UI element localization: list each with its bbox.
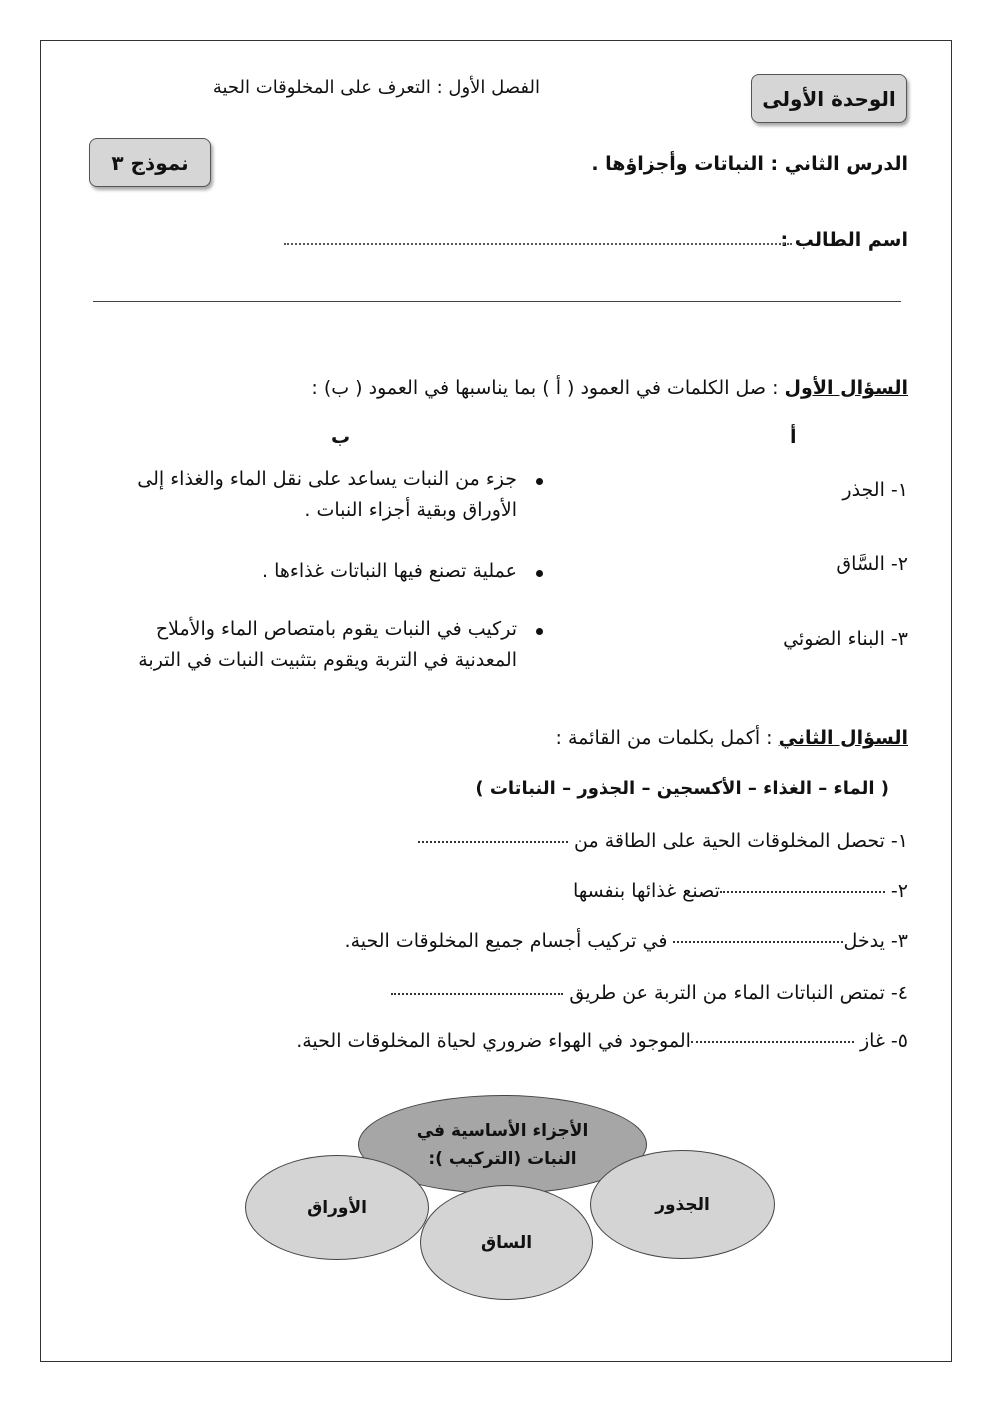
match-a-item-2[interactable]: ٢- السَّاق	[836, 553, 908, 575]
chapter-title: الفصل الأول : التعرف على المخلوقات الحية	[212, 77, 540, 98]
q2-heading	[556, 727, 908, 749]
fill-2-blank[interactable]	[720, 891, 885, 893]
diagram-leaves-circle	[245, 1155, 429, 1260]
diagram-stem-circle	[420, 1185, 593, 1300]
q2-title: السؤال الثاني	[778, 727, 908, 749]
fill-4-blank[interactable]	[391, 993, 563, 995]
bullet-b-2	[536, 570, 543, 577]
fill-1-text: ١- تحصل المخلوقات الحية على الطاقة من	[574, 830, 908, 852]
fill-5-text-b: الموجود في الهواء ضروري لحياة المخلوقات الحية.	[296, 1030, 691, 1052]
student-name-field[interactable]	[284, 243, 792, 245]
bullet-b-1	[536, 478, 543, 485]
fill-5-blank[interactable]	[691, 1041, 854, 1043]
diagram-center-label: الأجزاء الأساسية في النبات (التركيب ):	[416, 1120, 589, 1169]
fill-4-text: ٤- تمتص النباتات الماء من التربة عن طريق	[569, 982, 908, 1004]
diagram-roots-circle	[590, 1150, 775, 1259]
fill-sentence-1	[418, 830, 908, 852]
fill-sentence-4	[391, 982, 908, 1004]
lesson-title: الدرس الثاني : النباتات وأجزاؤها .	[591, 153, 908, 175]
q1-heading	[311, 377, 908, 399]
q1-instruction: : صل الكلمات في العمود ( أ ) بما يناسبها في العمود ( ب) :	[311, 377, 779, 399]
model-badge	[89, 138, 211, 187]
fill-5-text-a: ٥- غاز	[859, 1030, 908, 1052]
student-name-label: اسم الطالب :	[780, 229, 908, 251]
fill-sentence-3	[345, 930, 908, 952]
column-a-label: أ	[790, 426, 797, 448]
unit-label: الوحدة الأولى	[762, 86, 896, 111]
fill-3-text-b: في تركيب أجسام جميع المخلوقات الحية.	[344, 930, 668, 952]
fill-1-blank[interactable]	[418, 841, 568, 843]
fill-3-blank[interactable]	[673, 941, 843, 943]
unit-badge	[751, 74, 907, 123]
diagram-roots-label: الجذور	[655, 1194, 710, 1215]
match-b-item-1[interactable]: جزء من النبات يساعد على نقل الماء والغذاء إلى الأوراق وبقية أجزاء النبات .	[137, 468, 517, 521]
fill-sentence-5	[296, 1030, 908, 1052]
q2-instruction: : أكمل بكلمات من القائمة :	[555, 727, 773, 749]
fill-3-text-a: ٣- يدخل	[843, 930, 908, 952]
match-a-item-3[interactable]: ٣- البناء الضوئي	[783, 628, 908, 650]
fill-2-text: تصنع غذائها بنفسها	[573, 880, 720, 902]
column-b-label: ب	[331, 426, 351, 448]
match-b-item-2[interactable]: عملية تصنع فيها النباتات غذاءها .	[262, 560, 517, 582]
model-label: نموذج ٣	[111, 150, 189, 175]
header-divider	[93, 301, 901, 302]
diagram-leaves-label: الأوراق	[307, 1197, 367, 1218]
q1-title: السؤال الأول	[784, 377, 908, 399]
match-b-item-3[interactable]: تركيب في النبات يقوم بامتصاص الماء والأملاح المعدنية في التربة ويقوم بتثبيت النبات في التربة	[138, 618, 517, 671]
word-bank: ( الماء – الغذاء – الأكسجين – الجذور – النباتات )	[475, 778, 889, 799]
diagram-stem-label: الساق	[480, 1232, 533, 1253]
match-a-item-1[interactable]: ١- الجذر	[842, 479, 908, 501]
fill-2-number: ٢-	[890, 880, 908, 902]
fill-sentence-2	[573, 880, 908, 902]
bullet-b-3	[536, 628, 543, 635]
